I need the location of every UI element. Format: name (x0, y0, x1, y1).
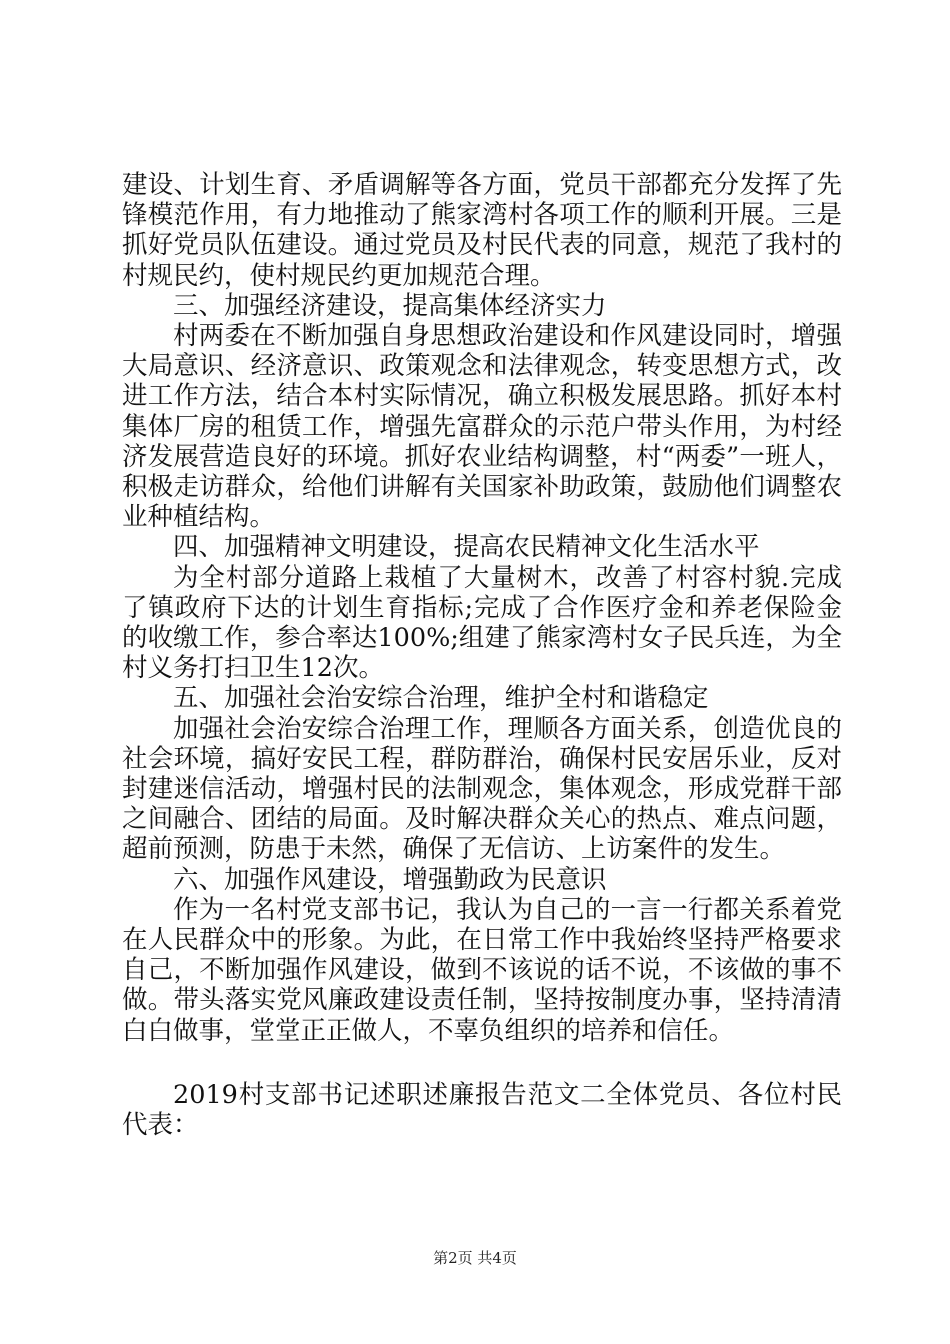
paragraph-civilization: 为全村部分道路上栽植了大量树木，改善了村容村貌.完成了镇政府下达的计划生育指标;完成了合作医疗金和养老保险金的收缴工作，参合率达100%;组建了熊家湾村女子民兵连，为全村义务打扫卫生12次。 (122, 562, 842, 684)
section-heading-5: 五、加强社会治安综合治理，维护全村和谐稳定 (173, 683, 709, 714)
paragraph-economy: 村两委在不断加强自身思想政治建设和作风建设同时，增强大局意识、经济意识、政策观念和法律观念，转变思想方式，改进工作方法，结合本村实际情况，确立积极发展思路。抓好本村集体厂房的租赁工作，增强先富群众的示范户带头作用，为村经济发展营造良好的环境。抓好农业结构调整，村“两委”一班人，积极走访群众，给他们讲解有关国家补助政策，鼓励他们调整农业种植结构。 (122, 321, 842, 533)
paragraph-continuation: 建设、计划生育、矛盾调解等各方面，党员干部都充分发挥了先锋模范作用，有力地推动了熊家湾村各项工作的顺利开展。三是抓好党员队伍建设。通过党员及村民代表的同意，规范了我村的村规民约，使村规民约更加规范合理。 (122, 170, 842, 291)
paragraph-security: 加强社会治安综合治理工作，理顺各方面关系，创造优良的社会环境，搞好安民工程，群防群治，确保村民安居乐业，反对封建迷信活动，增强村民的法制观念，集体观念，形成党群干部之间融合、团结的局面。及时解决群众关心的热点、难点问题，超前预测，防患于未然，确保了无信访、上访案件的发生。 (122, 713, 842, 865)
document-body (122, 170, 842, 1140)
section-heading-3: 三、加强经济建设，提高集体经济实力 (173, 290, 607, 321)
paragraph-work-style: 作为一名村党支部书记，我认为自己的一言一行都关系着党在人民群众中的形象。为此，在日常工作中我始终坚持严格要求自己，不断加强作风建设，做到不该说的话不说，不该做的事不做。带头落实党风廉政建设责任制，坚持按制度办事，坚持清清白白做事，堂堂正正做人，不辜负组织的培养和信任。 (122, 894, 842, 1046)
section-heading-6: 六、加强作风建设，增强勤政为民意识 (173, 864, 607, 895)
paragraph-gap (122, 1046, 842, 1080)
paragraph-report-intro: 2019村支部书记述职述廉报告范文二全体党员、各位村民代表： (122, 1079, 842, 1141)
page-number-footer: 第2页 共4页 (433, 1249, 517, 1267)
section-heading-4: 四、加强精神文明建设，提高农民精神文化生活水平 (173, 532, 760, 563)
